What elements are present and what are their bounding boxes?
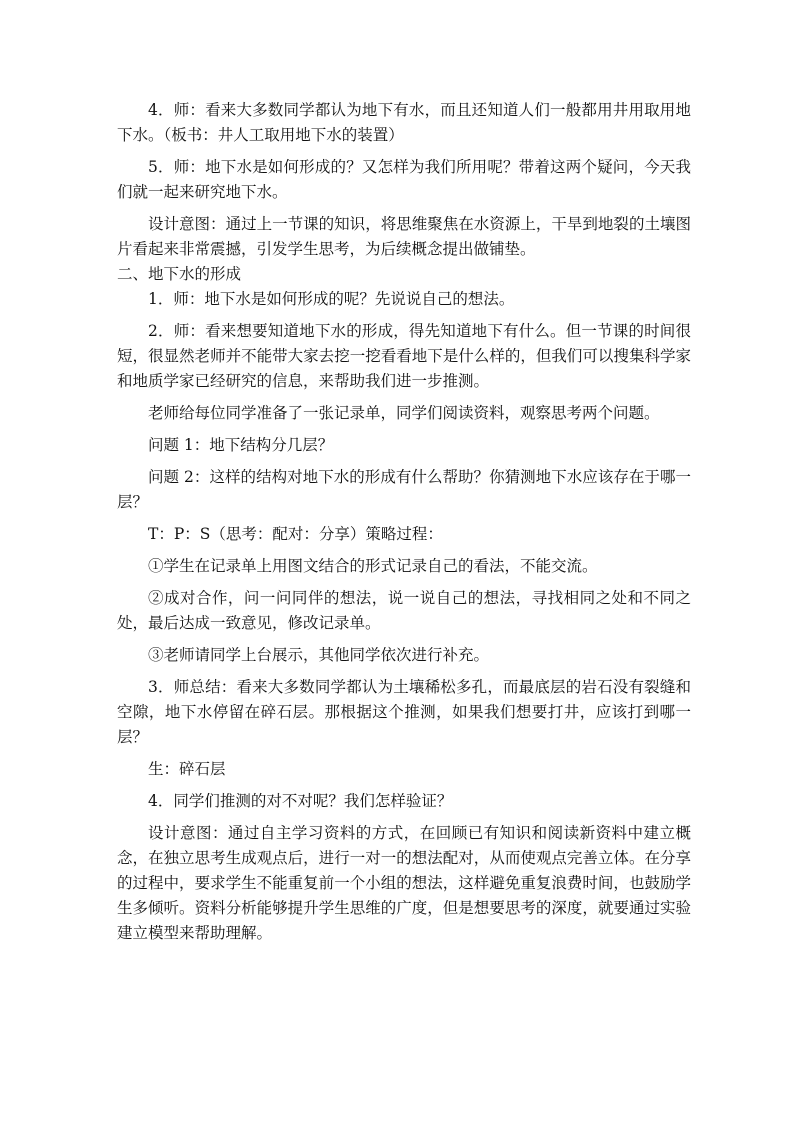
document-body <box>117 98 691 953</box>
paragraph-step-3-summary: 3．师总结：看来大多数同学都认为土壤稀松多孔，而最底层的岩石没有裂缝和空隙，地下水停留在碎石层。那根据这个推测，如果我们想要打井，应该打到哪一层？ <box>117 678 691 746</box>
paragraph-strategy-step-2: ②成对合作，问一问同伴的想法，说一说自己的想法，寻找相同之处和不同之处，最后达成一致意见，修改记录单。 <box>117 589 691 632</box>
paragraph-student-answer: 生：碎石层 <box>148 760 226 778</box>
paragraph-strategy-step-1: ①学生在记录单上用图文结合的形式记录自己的看法，不能交流。 <box>148 557 598 575</box>
paragraph-strategy-step-3: ③老师请同学上台展示，其他同学依次进行补充。 <box>148 646 490 664</box>
paragraph-teacher-5: 5．师：地下水是如何形成的？又怎样为我们所用呢？带着这两个疑问，今天我们就一起来研究地下水。 <box>117 158 691 201</box>
paragraph-tps-strategy: T：P：S（思考：配对：分享）策略过程： <box>148 525 443 543</box>
paragraph-record-sheet: 老师给每位同学准备了一张记录单，同学们阅读资料，观察思考两个问题。 <box>148 404 660 422</box>
paragraph-teacher-4: 4．师：看来大多数同学都认为地下有水，而且还知道人们一般都用井用取用地下水。（板书：井人工取用地下水的装置） <box>117 101 691 144</box>
paragraph-design-intent-1: 设计意图：通过上一节课的知识，将思维聚焦在水资源上，干旱到地裂的土壤图片看起来非常震撼，引发学生思考，为后续概念提出做铺垫。 <box>117 215 691 258</box>
paragraph-step-2: 2．师：看来想要知道地下水的形成，得先知道地下有什么。但一节课的时间很短，很显然老师并不能带大家去挖一挖看看地下是什么样的，但我们可以搜集科学家和地质学家已经研究的信息，来帮助我们进一步推测。 <box>117 322 691 390</box>
paragraph-step-1: 1．师：地下水是如何形成的呢？先说说自己的想法。 <box>148 290 515 308</box>
paragraph-design-intent-2: 设计意图：通过自主学习资料的方式，在回顾已有知识和阅读新资料中建立概念，在独立思考生成观点后，进行一对一的想法配对，从而使观点完善立体。在分享的过程中，要求学生不能重复前一个小组的想法，这样避免重复浪费时间，也鼓励学生多倾听。资料分析能够提升学生思维的广度，但是想要思考的深度，就要通过实验建立模型来帮助理解。 <box>117 824 691 942</box>
paragraph-question-1: 问题 1：地下结构分几层？ <box>148 436 334 454</box>
paragraph-question-2: 问题 2：这样的结构对地下水的形成有什么帮助？你猜测地下水应该存在于哪一层？ <box>117 468 691 511</box>
paragraph-step-4: 4．同学们推测的对不对呢？我们怎样验证？ <box>148 792 453 810</box>
section-heading: 二、地下水的形成 <box>117 265 242 283</box>
